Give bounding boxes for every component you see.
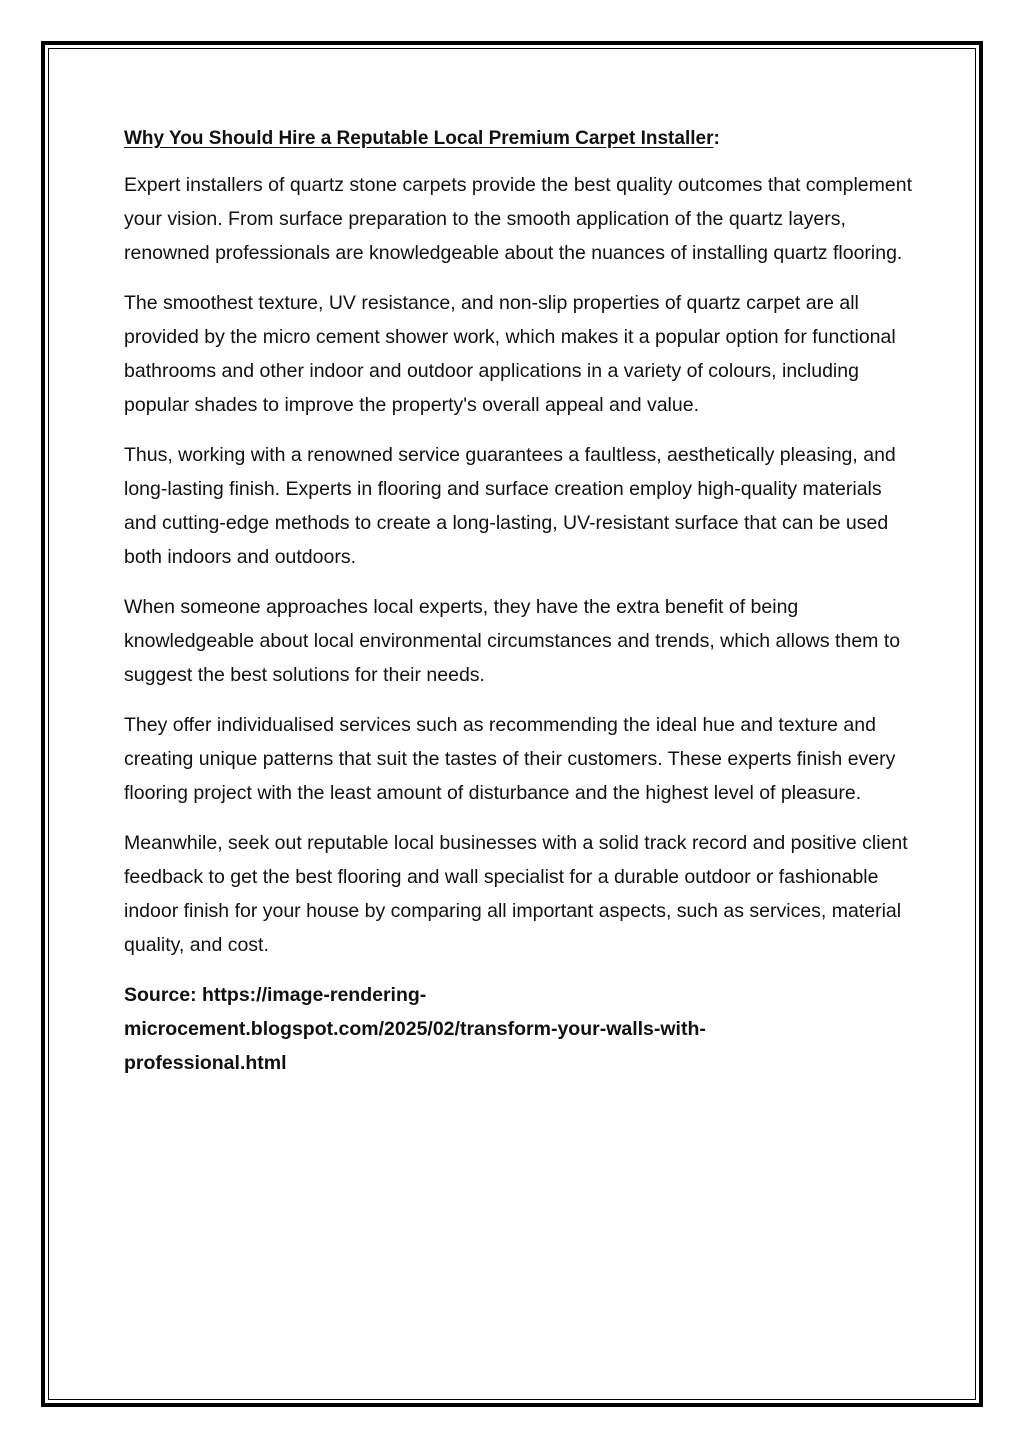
paragraph-reputable-businesses: Meanwhile, seek out reputable local businesses with a solid track record and positive client feedback to get the best flooring and wall specialist for a durable outdoor or fashionable indoor finish for your house by comparing all important aspects, such as services, material quality, and cost.: [124, 832, 908, 956]
paragraph-renowned-service: Thus, working with a renowned service guarantees a faultless, aesthetically pleasing, and long-lasting finish. Experts in flooring and surface creation employ high-quality materials and cutting-edge methods to create a long-lasting, UV-resistant surface that can be used both indoors and outdoors.: [124, 444, 896, 568]
source-line-1: Source: https://image-rendering-: [124, 984, 427, 1006]
paragraph-individualised-services: They offer individualised services such as recommending the ideal hue and texture and creating unique patterns that suit the tastes of their customers. These experts finish every flooring project with the least amount of disturbance and the highest level of pleasure.: [124, 714, 896, 804]
paragraph-local-experts: When someone approaches local experts, they have the extra benefit of being knowledgeable about local environmental circumstances and trends, which allows them to suggest the best solutions for their needs.: [124, 596, 901, 686]
source-line-3: professional.html: [124, 1052, 287, 1074]
document-heading: [124, 124, 914, 154]
paragraph-smoothest-texture: The smoothest texture, UV resistance, and non-slip properties of quartz carpet are all provided by the micro cement shower work, which makes it a popular option for functional bathrooms and other indoor and outdoor applications in a variety of colours, including popular shades to improve the property's overall appeal and value.: [124, 292, 896, 416]
source-citation: [124, 978, 914, 1080]
heading-title: Why You Should Hire a Reputable Local Premium Carpet Installer: [124, 128, 714, 149]
document-body: [124, 124, 914, 1080]
source-line-2: microcement.blogspot.com/2025/02/transform-your-walls-with-: [124, 1018, 706, 1040]
paragraph-expert-installers: Expert installers of quartz stone carpets provide the best quality outcomes that complement your vision. From surface preparation to the smooth application of the quartz layers, renowned professionals are knowledgeable about the nuances of installing quartz flooring.: [124, 174, 912, 264]
heading-colon: :: [713, 128, 720, 149]
